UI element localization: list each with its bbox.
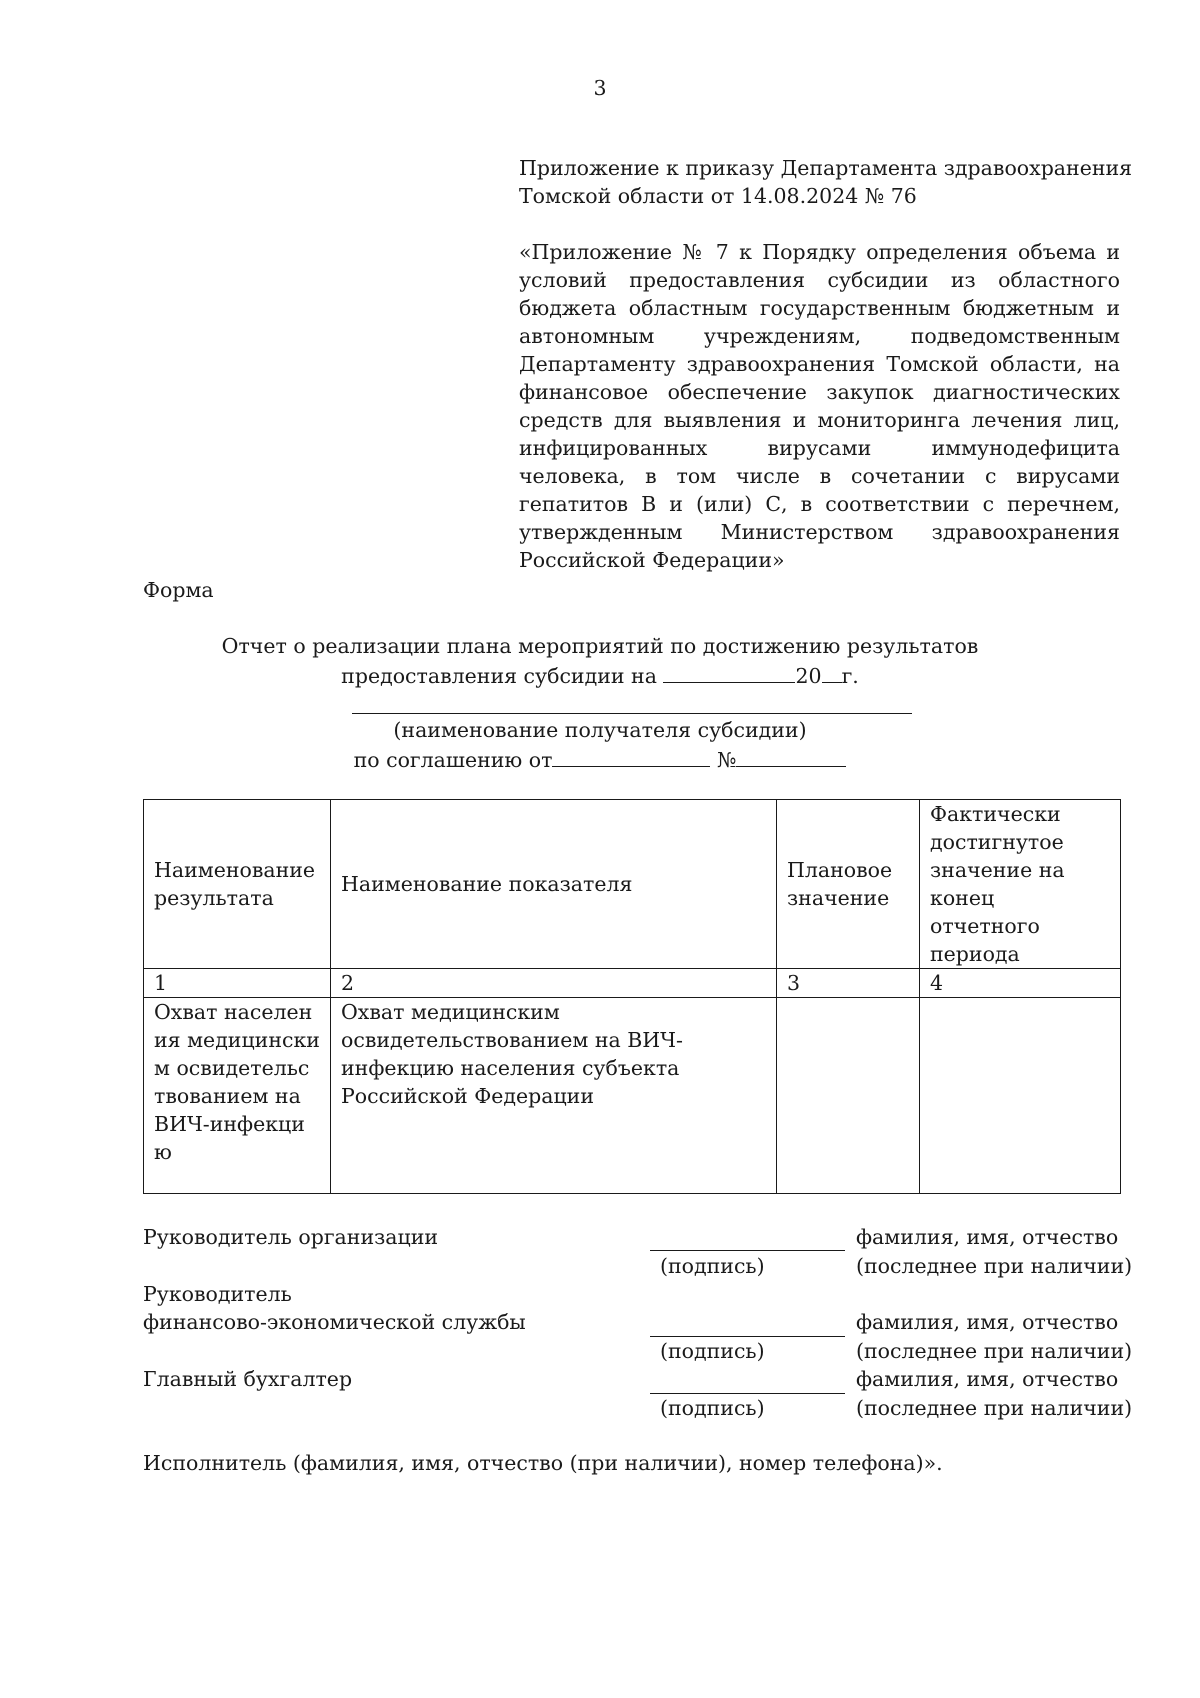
agreement-number-blank[interactable] — [736, 744, 846, 767]
signature-caption-finance: (подпись) — [660, 1339, 765, 1363]
form-label: Форма — [143, 578, 214, 602]
recipient-caption: (наименование получателя субсидии) — [393, 718, 807, 742]
table-column-numbers-row — [144, 969, 1121, 998]
signature-caption-accountant: (подпись) — [660, 1396, 765, 1420]
signature-label-head: Руководитель организации — [143, 1225, 439, 1249]
recipient-name-blank[interactable] — [352, 713, 912, 714]
period-blank[interactable] — [663, 660, 795, 683]
column-number: 4 — [920, 969, 1121, 998]
fio-label-head: фамилия, имя, отчество — [856, 1225, 1119, 1249]
cell-indicator: Охват медицинским освидетельствованием на ВИЧ-инфекцию населения субъекта Российской Федерации — [331, 998, 777, 1194]
recipient-block — [0, 716, 1200, 774]
report-year: 20 — [795, 664, 822, 688]
table-header-row — [144, 800, 1121, 969]
approval-line-2: Томской области от 14.08.2024 № 76 — [519, 184, 917, 208]
report-title-suffix: г. — [841, 664, 859, 688]
fio-note-finance: (последнее при наличии) — [856, 1339, 1133, 1363]
approval-block — [519, 154, 1133, 210]
fio-label-accountant: фамилия, имя, отчество — [856, 1367, 1119, 1391]
cell-planned[interactable] — [777, 998, 920, 1194]
year-blank[interactable] — [822, 660, 842, 683]
cell-result: Охват населения медицинским освидетельствованием на ВИЧ-инфекцию — [144, 998, 331, 1194]
fio-note-head: (последнее при наличии) — [856, 1254, 1133, 1278]
column-number: 3 — [777, 969, 920, 998]
report-title-line-2 — [0, 660, 1200, 690]
header-result: Наименование результата — [144, 800, 331, 969]
page-number: 3 — [593, 76, 607, 100]
agreement-date-blank[interactable] — [552, 744, 710, 767]
column-number: 1 — [144, 969, 331, 998]
signature-label-accountant: Главный бухгалтер — [143, 1367, 353, 1391]
column-number: 2 — [331, 969, 777, 998]
signature-caption-head: (подпись) — [660, 1254, 765, 1278]
header-planned: Плановое значение — [777, 800, 920, 969]
report-title-prefix: предоставления субсидии на — [341, 664, 657, 688]
signature-label-finance-2: финансово-экономической службы — [143, 1310, 526, 1334]
executor-line: Исполнитель (фамилия, имя, отчество (при наличии), номер телефона)». — [143, 1451, 943, 1475]
header-actual: Фактически достигнутое значение на конец отчетного периода — [920, 800, 1121, 969]
header-indicator: Наименование показателя — [331, 800, 777, 969]
cell-actual[interactable] — [920, 998, 1121, 1194]
fio-note-accountant: (последнее при наличии) — [856, 1396, 1133, 1420]
table-row — [144, 998, 1121, 1194]
approval-line-1: Приложение к приказу Департамента здравоохранения — [519, 156, 1133, 180]
report-table — [143, 799, 1121, 1194]
fio-label-finance: фамилия, имя, отчество — [856, 1310, 1119, 1334]
report-title — [0, 632, 1200, 690]
agreement-line — [0, 744, 1200, 774]
signature-label-finance: Руководитель — [143, 1282, 292, 1306]
signature-line-head[interactable] — [650, 1250, 845, 1251]
agreement-prefix: по соглашению от — [353, 748, 553, 772]
appendix-quote: «Приложение № 7 к Порядку определения объема и условий предоставления субсидии из областного бюджета областным государственным бюджетным и автономным учреждениям, подведомственным Департаменту здравоохранения Томской области, на финансовое обеспечение закупок диагностических средств для выявления и мониторинга лечения лиц, инфицированных вирусами иммунодефицита человека, в том числе в сочетании с вирусами гепатитов В и (или) С, в соответствии с перечнем, утвержденным Министерством здравоохранения Российской Федерации» — [519, 240, 1120, 572]
report-title-line-1: Отчет о реализации плана мероприятий по достижению результатов — [221, 634, 979, 658]
number-sign: № — [717, 748, 737, 772]
